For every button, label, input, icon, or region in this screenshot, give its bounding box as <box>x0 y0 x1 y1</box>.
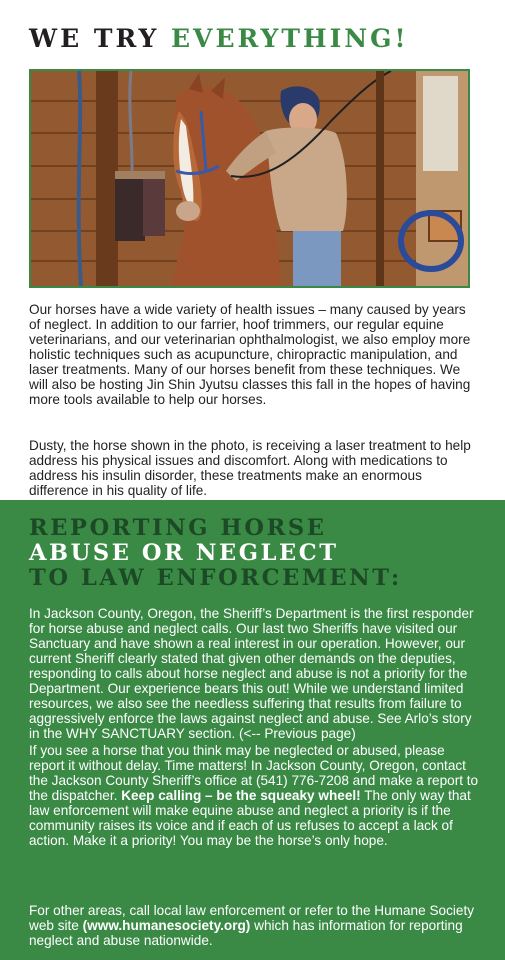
reporting-paragraph-2 <box>29 743 479 848</box>
horse-photo-illustration <box>31 71 468 286</box>
reporting-paragraph-3-text-b: which has information for reporting neglect and abuse nationwide. <box>29 918 463 948</box>
reporting-title-line3: TO LAW ENFORCEMENT: <box>29 565 402 591</box>
reporting-title-line1: REPORTING HORSE <box>29 515 327 541</box>
humane-society-website: (www.humanesociety.org) <box>82 918 251 933</box>
headline-part1: WE TRY <box>29 24 171 53</box>
reporting-title <box>29 516 402 591</box>
intro-paragraph-2: Dusty, the horse shown in the photo, is receiving a laser treatment to help address his physical issues and discomfort. Along with medications to address his insulin disorder, these treatments make an enormous difference in his quality of life. <box>29 438 471 498</box>
reporting-paragraph-1: In Jackson County, Oregon, the Sheriff’s Department is the first responder for horse abuse and neglect calls. Our last two Sheriffs have visited our Sanctuary and have shown a real interest in our operation. However, our current Sheriff clearly stated that given other demands on the deputies, responding to calls about horse neglect and abuse is not a priority for the Department. Our experience bears this out! While we understand limited resources, we also see the needless suffering that results from failure to aggressively enforce the laws against neglect and abuse. See Arlo’s story in the WHY SANCTUARY section. (<-- Previous page) <box>29 606 474 741</box>
reporting-section <box>0 500 505 960</box>
reporting-paragraph-3-text-a: For other areas, call local law enforcement or refer to the Humane Society web site <box>29 903 475 933</box>
horse-treatment-photo <box>29 69 470 288</box>
reporting-paragraph-3 <box>29 903 479 948</box>
section-headline <box>29 24 408 53</box>
reporting-paragraph-2-text-b: The only way that law enforcement will make equine abuse and neglect a priority is if the community raises its voice and if each of us refuses to accept a lack of action. Make it a priority! You may be the horse’s only hope. <box>29 788 471 848</box>
reporting-paragraph-2-bold: Keep calling – be the squeaky wheel! <box>121 788 361 803</box>
reporting-title-line2: ABUSE OR NEGLECT <box>29 540 339 566</box>
intro-paragraph-1: Our horses have a wide variety of health issues – many caused by years of neglect. In addition to our farrier, hoof trimmers, our regular equine veterinarians, and our veterinarian ophthalmologist, we also employ more holistic techniques such as acupuncture, chiropractic manipulation, and laser treatments. Many of our horses benefit from these techniques. We will also be hosting Jin Shin Jyutsu classes this fall in the hopes of having more tools available to help our horses. <box>29 302 471 407</box>
headline-part2: EVERYTHING! <box>171 24 409 53</box>
reporting-paragraph-2-text-a: If you see a horse that you think may be neglected or abused, please report it without delay. Time matters! In Jackson County, Oregon, contact the Jackson County Sheriff’s office at (541) 776-7208 and make a report to the dispatcher. <box>29 743 479 803</box>
